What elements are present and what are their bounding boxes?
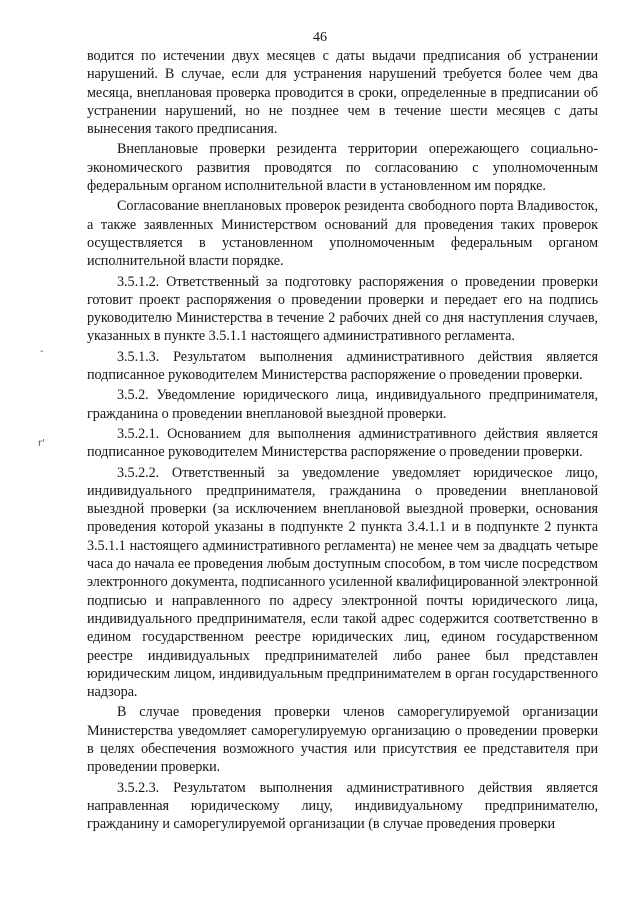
paragraph: Согласование внеплановых проверок резидента свободного порта Владивосток, а также заявленных Министерством оснований для проведения таких проверок осуществляется в установленном уполномоченным федеральным органом исполнительной власти порядке. [87, 198, 598, 270]
paragraph: В случае проведения проверки членов саморегулируемой организации Министерства уведомляет саморегулируемую организацию о проведении проверки в целях обеспечения возможного участия или присутствия ее представителя при проведении проверки. [87, 704, 598, 776]
paragraph: 3.5.2.1. Основанием для выполнения административного действия является подписанное руководителем Министерства распоряжение о проведении проверки. [87, 425, 598, 461]
page-number: 46 [313, 30, 327, 45]
margin-mark: r' [38, 438, 45, 449]
paragraph: 3.5.2.2. Ответственный за уведомление уведомляет юридическое лицо, индивидуального предпринимателя, гражданина о проведении внеплановой выездной проверки (за исключением внеплановой выездной проверки, основания проведения которой указаны в подпункте 2 пункта 3.4.1.1 и в подпункте 2 пункта 3.5.1.1 настоящего административного регламента) не менее чем за двадцать четыре часа до начала ее проведения любым доступным способом, в том числе посредством электронного документа, подписанного усиленной квалифицированной электронной подписью и направленного по адресу электронной почты юридического лица, индивидуального предпринимателя, если такой адрес содержится соответственно в едином государственном реестре юридических лиц, едином государственном реестре индивидуальных предпринимателей либо ранее был представлен юридическим лицом, индивидуальным предпринимателем в орган государственного надзора. [87, 464, 598, 701]
paragraph: 3.5.1.2. Ответственный за подготовку распоряжения о проведении проверки готовит проект распоряжения о проведении проверки и передает его на подпись руководителю Министерства в течение 2 рабочих дней со дня наступления случаев, указанных в пункте 3.5.1.1 настоящего административного регламента. [87, 273, 598, 345]
paragraph: Внеплановые проверки резидента территории опережающего социально-экономического развития проводятся по согласованию с уполномоченным федеральным органом исполнительной власти в установленном им порядке. [87, 141, 598, 195]
paragraph: 3.5.2.3. Результатом выполнения административного действия является направленная юридическому лицу, индивидуальному предпринимателю, гражданину и саморегулируемой организации (в случае проведения проверки [87, 779, 598, 833]
paragraph: 3.5.1.3. Результатом выполнения административного действия является подписанное руководителем Министерства распоряжение о проведении проверки. [87, 348, 598, 384]
body-text [87, 47, 598, 835]
paragraph: водится по истечении двух месяцев с даты выдачи предписания об устранении нарушений. В случае, если для устранения нарушений требуется более чем два месяца, внеплановая проверка проводится в сроки, определенные в предписании об устранении нарушений, но не позднее чем в течение шести месяцев с даты вынесения такого предписания. [87, 48, 598, 138]
paragraph: 3.5.2. Уведомление юридического лица, индивидуального предпринимателя, гражданина о проведении внеплановой выездной проверки. [87, 387, 598, 422]
margin-mark: - [40, 346, 44, 357]
